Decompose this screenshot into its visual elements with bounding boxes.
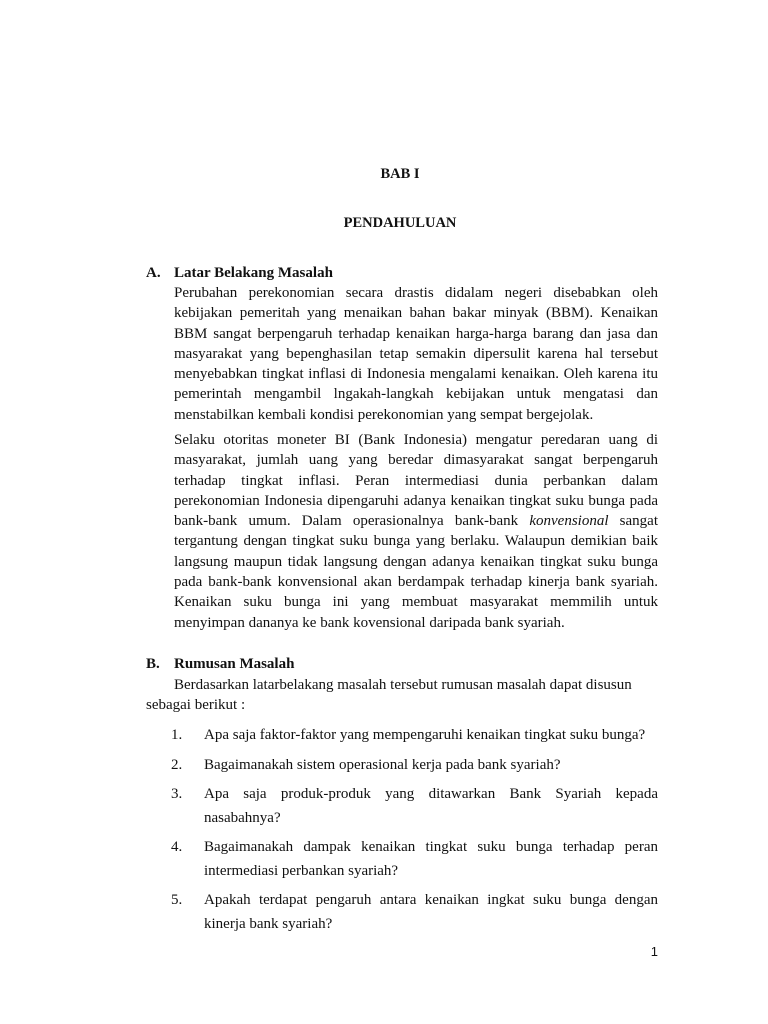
chapter-title: PENDAHULUAN	[343, 215, 457, 231]
page-number: 1	[650, 944, 658, 959]
list-item-text: Bagaimanakah dampak kenaikan tingkat suku bunga terhadap peran intermediasi perbankan syariah?	[204, 839, 658, 879]
para2-italic-term: konvensional	[529, 513, 609, 530]
section-a-letter: A.	[146, 265, 161, 281]
section-b-letter: B.	[146, 656, 160, 672]
list-item	[171, 724, 658, 748]
list-item-number: 3.	[171, 786, 183, 802]
list-item	[171, 836, 658, 883]
list-item-text: Apa saja produk-produk yang ditawarkan Bank Syariah kepada nasabahnya?	[204, 786, 658, 826]
section-b-intro-line1: Berdasarkan latarbelakang masalah tersebut rumusan masalah dapat disusun	[174, 677, 632, 693]
list-item-text: Bagaimanakah sistem operasional kerja pada bank syariah?	[204, 756, 561, 773]
para2-text-before: Selaku otoritas moneter BI (Bank Indonesia) mengatur peredaran uang di masyarakat, jumlah uang yang beredar dimasyarakat sangat berpengaruh terhadap tingkat inflasi. Peran intermediasi dunia perbankan dalam perekonomian Indonesia dipengaruhi adanya kenaikan tingkat suku bunga pada bank-bank umum. Dalam operasionalnya bank-bank	[174, 432, 658, 530]
list-item	[171, 889, 658, 936]
list-item	[171, 754, 658, 778]
chapter-heading: BAB I	[380, 166, 420, 182]
list-item-text: Apakah terdapat pengaruh antara kenaikan ingkat suku bunga dengan kinerja bank syariah?	[204, 892, 658, 932]
section-b-title: Rumusan Masalah	[174, 656, 295, 672]
list-item-number: 1.	[171, 727, 183, 743]
list-item	[171, 783, 658, 830]
section-a-heading	[146, 265, 333, 282]
list-item-number: 4.	[171, 839, 183, 855]
section-b-heading	[146, 656, 294, 673]
section-a-title: Latar Belakang Masalah	[174, 265, 333, 281]
problem-list	[171, 724, 658, 942]
list-item-number: 5.	[171, 892, 183, 908]
section-b-intro	[146, 675, 658, 715]
section-a-paragraph-1: Perubahan perekonomian secara drastis didalam negeri disebabkan oleh kebijakan pemeritah yang menaikan bahan bakar minyak (BBM). Kenaikan BBM sangat berpengaruh terhadap kenaikan harga-harga barang dan jasa dan masyarakat yang bepenghasilan tetap semakin dipersulit karena hal tersebut menyebabkan tingkat inflasi di Indonesia mengalami kenaikan. Oleh karena itu pemerintah mengambil lngakah-langkah kebijakan untuk mengatasi dan menstabilkan kembali kondisi perekonomian yang sempat bergejolak.	[174, 285, 658, 423]
list-item-text: Apa saja faktor-faktor yang mempengaruhi kenaikan tingkat suku bunga?	[204, 727, 646, 743]
para2-text-after: sangat tergantung dengan tingkat suku bunga yang berlaku. Walaupun demikian baik langsung maupun tidak langsung dengan adanya kenaikan tingkat suku bunga pada bank-bank konvensional akan berdampak terhadap kinerja bank syariah. Kenaikan suku bunga ini yang membuat masyarakat memmilih untuk menyimpan dananya ke bank kovensional daripada bank syariah.	[174, 513, 658, 631]
section-a-paragraph-2	[174, 430, 658, 633]
section-b-intro-line2: sebagai berikut :	[146, 697, 246, 713]
list-item-number: 2.	[171, 756, 183, 773]
